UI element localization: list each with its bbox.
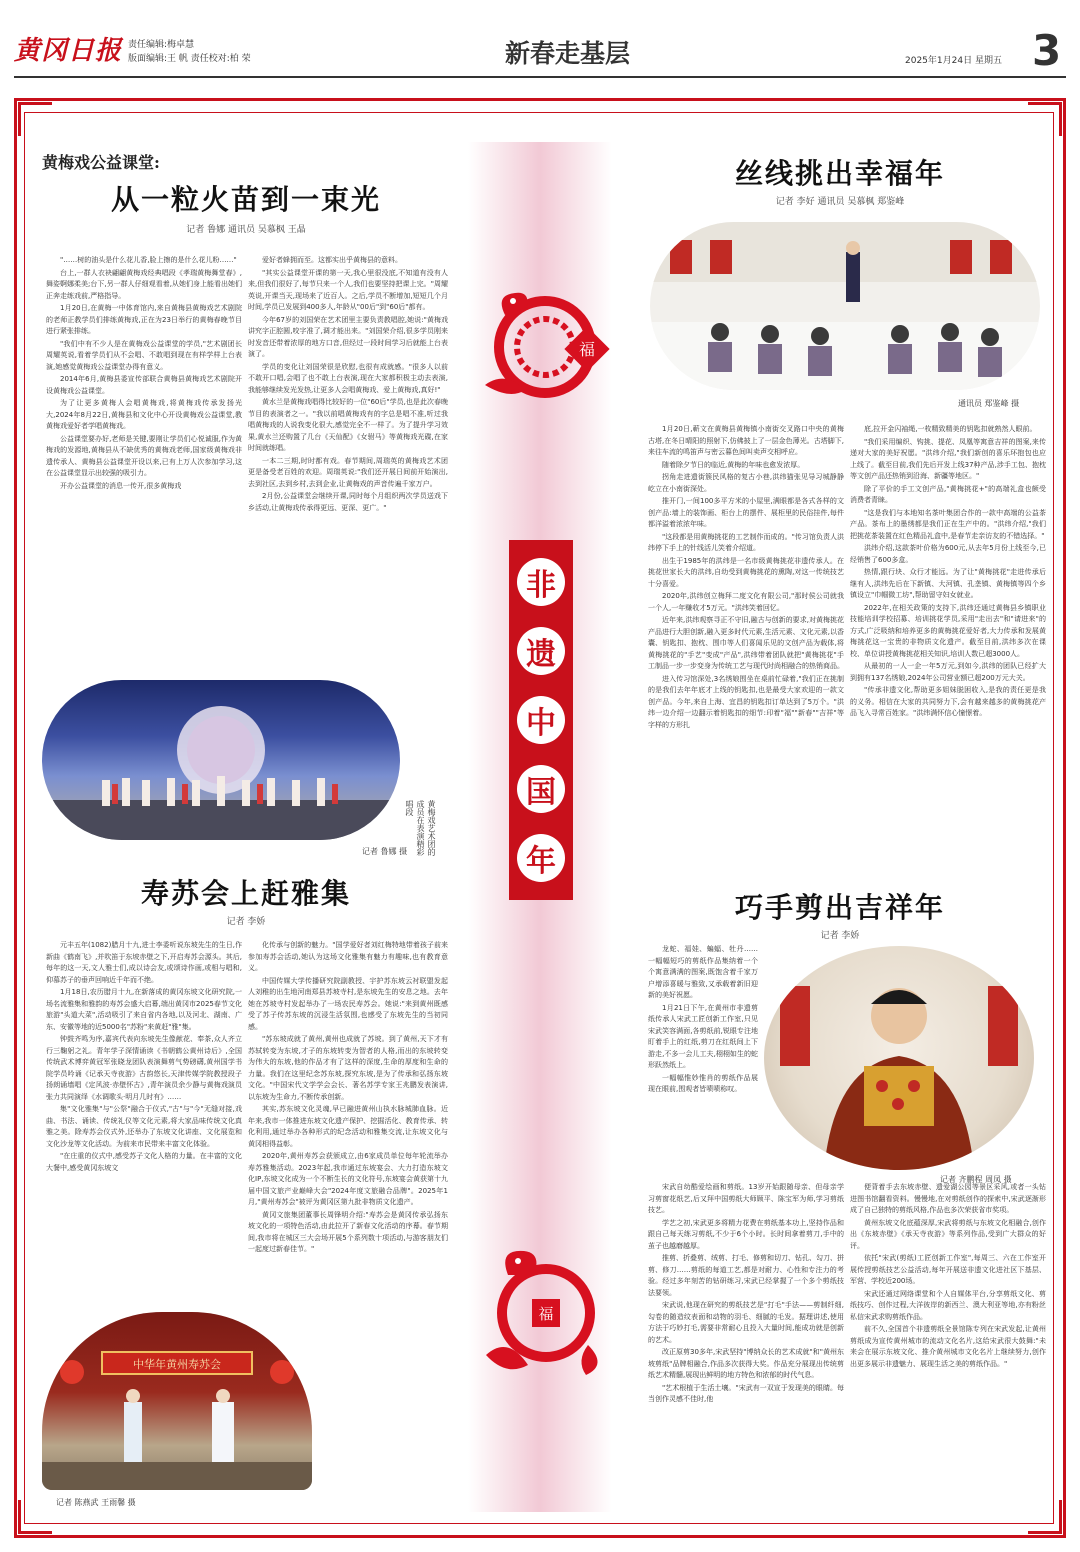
ceremony-banner-text: 中华年黄州寿苏会	[133, 1358, 221, 1371]
paragraph: 依托"宋武(剪纸)工匠创新工作室",每周三、六在工作室开展传授剪纸技艺公益活动,每年开展送非遗文化进社区下基层、军营、学校近200场。	[850, 1254, 1046, 1285]
paragraph: 随着除夕节日的临近,黄梅的年味也愈发浓厚。	[662, 460, 805, 469]
page-number: 3	[1032, 26, 1062, 75]
paragraph: 2月份,公益课堂会继续开课,同时每个月组织两次学员送戏下乡活动,让黄梅戏传承得更远、更深、更广。"	[248, 492, 448, 512]
paragraph: "其实公益课堂开课的第一天,我心里很没底,不知道有没有人来,但我们很好了,每节只来一个人,我们也要坚持把课上完。"周耀英说,开课当天,现场来了近百人。之后,学员不断增加,短短几个月时间,学员已发展到400多人,年龄从"00后"到"60后"都有。	[248, 268, 448, 311]
snake-papercut-bottom	[468, 1235, 618, 1385]
paragraph: 一幅幅惟妙惟肖的剪纸作品展现在眼前,围观者皆啧啧称叹。	[648, 1073, 758, 1093]
issue-date: 2025年1月24日 星期五	[905, 56, 1002, 66]
masthead	[0, 0, 1080, 78]
paragraph: 2020年,黄州寿苏会获颁成立,由6家成员单位每年轮流举办寿苏雅集活动。2023年起,我市通过东坡宴会、大力打造东坡文化IP,东坡文化成为一个不断生长的文化符号,东坡宴会黄获第十九届中国文旅产业巅峰大会"2024年度文旅融合品牌"。2025年1月,"黄州寿苏会"被评为黄冈区第九批非物质文化遗产。	[248, 1152, 448, 1206]
paragraph: "这段都是用黄梅挑花的工艺制作而成的。"传习馆负责人洪纬停下手上的针线活儿笑着介绍道。	[648, 532, 844, 552]
paragraph: 黄州东坡文化底蕴深厚,宋武将剪纸与东坡文化相融合,创作出《东坡赤壁》《承天寺夜游》等系列作品,受到广大群众的好评。	[850, 1218, 1046, 1250]
paragraph: 2020年,洪纬创立梅拜二度文化有限公司,"那时侯公司就我一个人,一年赚收才5万元。"洪纬笑着回忆。	[648, 592, 844, 612]
article2-byline: 记者 李娇	[226, 917, 266, 927]
paragraph: "我们采用编织、钩挑、提花、凤凰等寓意吉祥的图案,来传递对大家的美好祝愿。"洪纬介绍,"我们新创的喜乐环抱包也应上线了。截至目前,我们先后开发上线37种产品,涉手工包、抱枕等文创产品还热销到沿海、新疆等地区。"	[850, 437, 1046, 480]
paragraph: 黄冈文旅集团董事长周锋明介绍:"寿苏会是黄冈传承弘扬东坡文化的一项特色活动,由此拉开了新春文化活动的序幕。春节期间,我市将在城区三大会场开展5个系列数十项活动,与游客朋友们一起度过新春佳节。"	[248, 1210, 448, 1253]
article1-kicker: 黄梅戏公益课堂:	[42, 153, 160, 172]
paragraph: 钟鼓齐鸣为序,嘉宾代表向东坡先生像献花、奉茶,众人齐立行三鞠躬之礼。青年学子深情诵读《书朝鹤公黄州诗后》,全国传统武术博弈黄冠军张晓龙团队表演舞剪气势磅礴,黄州国学书院学员吟诵《记承天寺夜游》古韵悠长,天津传媒学院教授段子扬朗诵墙唱《定风波·赤壁怀古》,青年演员余少静与黄梅戏演员张力共同演绎《水调歌头·明月几时有》……	[46, 1035, 242, 1101]
paragraph: 出生于1985年的洪纬是一名市级黄梅挑花非遗传承人。在挑花世家长大的洪纬,自幼受到黄梅挑花的熏陶,对这一传统技艺十分喜爱。	[648, 556, 844, 588]
section-title: 新春走基层	[505, 39, 631, 68]
article3-column-1	[648, 424, 844, 856]
article4-headline: 巧手剪出吉祥年	[734, 891, 945, 924]
banner-char: 中	[517, 696, 565, 744]
paragraph: 近年来,洪纬观察寻正不守旧,融古与创新的要求,对黄梅挑花产品进行大胆创新,融入更多时代元素,生活元素、文化元素,以香囊、钥匙扣、抱枕、围巾等人们喜闻乐见的文创产品为载体,将黄梅挑花的"手艺"变成"产品",洪纬带着团队就把"黄梅挑花"手工制品一步一步变身为传统工艺与现代时尚相融合的热销商品。	[648, 616, 844, 670]
paragraph: 中国传媒大学传播研究院副教授、宇护苏东坡云衬联盟发起人刘稚的出生地河南郑县苏坡寺村,是东坡先生的安息之地。去年她在苏坡寺村发起举办了一场农民寿苏会。她说:"来到黄州既感受了苏子传苏东坡的沉浸生活氛围,也感受了东坡先生的当初同感。	[248, 976, 448, 1031]
article2-column-1	[46, 940, 242, 1300]
paragraph: 台上,一群人衣袂翩翩黄梅戏经典唱段《孝瑞黄梅舞堂春》,舞姿婀娜柔美;台下,另一群人仔细观看着,从她们身上能看出她们正奔走练戏前,严格指导。	[46, 268, 242, 300]
paragraph: "这是我们与本地知名茶叶集团合作的一款中高端的公益茶产品。茶布上的墨绣都是我们正在生产中的。"洪纬介绍,"我们把挑花茶装置在红色精品礼盒中,是春节走亲访友的不错选择。"	[850, 508, 1046, 540]
frame-corner-ornament	[18, 1500, 52, 1534]
paragraph: "在庄重的仪式中,感受苏子文化人格的力量。在丰富的文化大餐中,感受黄冈东坡文	[46, 1152, 242, 1172]
paragraph: 龙蛇、福娃、蝙蝠、牡丹……一幅幅短巧的剪纸作品集纳着一个个寓意满满的图案,既饱含着千家万户增添喜暖与雅致,又承载着新旧迎新的美好祝愿。	[648, 945, 758, 999]
banner-char: 遗	[517, 627, 565, 675]
paragraph: "艺术根植于生活土壤。"宋武有一双宣于发现美的眼睛。每当创作灵感不佳时,他	[648, 1383, 844, 1403]
article1-headline: 从一粒火苗到一束光	[110, 183, 381, 216]
paragraph: "我们中有不少人是在黄梅戏公益课堂的学员,"艺术剧团长周耀英说,看着学员们从不会唱、不敢唱到现在有样学样上台表演,她感觉黄梅戏公益课堂办得有意义。	[46, 339, 242, 371]
banner-char: 年	[517, 834, 565, 882]
editor-line-1: 责任编辑:梅卓慧	[128, 40, 195, 50]
paragraph: 1月18日,农历腊月十九,在新落成的黄冈东坡文化研究院,一场名流雅集和雅韵的寿苏会盛大启幕,端出黄冈市2025春节文化旅游"头道大菜",活动吸引了来自省内各地,以及河北、湖南、广东、安徽等地的近5000名"苏粉"来黄赶"雅"集。	[46, 988, 242, 1031]
paragraph: 集"文化雅集"与"公祭"融合于仪式,"古"与"今"无缝对接,戏曲、书法、诵读、传统礼仪等文化元素,将大家品味传统文化真雅之美。除寿苏会仪式外,还举办了东坡文化讲座、文化展览和文化沙龙等文化活动。为前来市民带来丰富文化体验。	[46, 1105, 242, 1148]
paragraph: 洪纬介绍,这款茶叶价格为600元,从去年5月份上线至今,已经销售了600多盒。	[850, 544, 1046, 564]
paragraph: 2014年6月,黄梅县委宣传部联合黄梅县黄梅戏艺术剧院开设黄梅戏公益课堂。	[46, 375, 242, 395]
paragraph: 化传承与创新的魅力。"国学爱好者刘红梅特地带着孩子前来参加寿苏会活动,她认为这场文化雅集有魅力有趣味,也有教育意义。	[248, 941, 448, 972]
paragraph: 除了平价的手工文创产品,"黄梅挑花+"的高端礼盒也颇受消费者青睐。	[850, 484, 1046, 504]
paragraph: 1月20日,蕲文在黄梅县黄梅镇小南街交叉路口中央的黄梅古塔,在冬日晴阳的照射下,仿佛披上了一层金色薄光。古塔脚下,来往车流的鸣笛声与密云暮色间叫卖声交相呼应。	[648, 425, 844, 456]
papercut-artist-photo	[764, 946, 1034, 1170]
paragraph: "苏东坡成就了黄州,黄州也成就了苏坡。到了黄州,天下才有苏轼转变为东坡,才子的东坡转变为智者的人格,而出的东坡转变为伟大的东坡,他的作品才有了这样的深度,生命的厚度和生命的力量。我们在这里纪念苏东坡,探究东坡,是为了传承和弘扬东坡文化。"中国宋代文学学会会长、著名苏学专家王兆鹏发表演讲,以东坡为生命力,不断传承创新。	[248, 1035, 448, 1101]
paragraph: 爱好者蜂拥而至。这都实出乎黄梅县的意料。	[262, 256, 402, 264]
frame-corner-ornament	[18, 102, 52, 136]
article3-column-2	[850, 424, 1046, 856]
article3-byline: 记者 李好 通讯员 吴慕枫 郑鉴峰	[775, 197, 905, 207]
article2-headline: 寿苏会上赶雅集	[140, 877, 351, 910]
newspaper-logo: 黄冈日报	[14, 36, 123, 66]
paragraph: 推开门,一间100多平方米的小屋里,满眼都是各式各样的文创产品:墙上的装饰画、柜台上的摆件、展柜里的民俗挂件,每件都洋溢着浓浓年味。	[648, 497, 844, 528]
paragraph: 底,拉开金闪袖绳,一枚精致精美的钥匙扣就熟然人眼前。	[864, 425, 1037, 433]
paragraph: 拐角走进遗街簇民风格的复古小巷,洪纬猫张见导习城静静屹立在小南街深处。	[648, 473, 844, 493]
intangible-heritage-banner	[509, 540, 573, 900]
paragraph: 元丰五年(1082)腊月十九,进士李委听说东坡先生的生日,作新曲《鹤南飞》,并吹笛于东坡赤壁之下,开启寿苏会源头。其后,每年的这一天,文人雅士们,成以诗会友,或颂诗作画,或相与唱和,仰慕苏子的垂声回响近千年而不绝。	[46, 941, 242, 984]
embroidery-class-photo	[650, 222, 1040, 390]
paragraph: 为了让更多黄梅人会唱黄梅戏,将黄梅戏传承发扬光大,2024年8月22日,黄梅县和文化中心开设黄梅戏公益课堂,教黄梅戏爱好者学唱黄梅戏。	[46, 399, 242, 430]
article3-photo-credit: 通讯员 郑鉴峰 摄	[958, 399, 1020, 408]
paragraph: 公益课堂要办好,老师是关键,要刚让学员们心悦诚服,作为黄梅戏的发源地,黄梅县从不缺优秀的黄梅戏老师,国家级黄梅戏非遗传承人、黄梅县公益课堂开设以来,已有上万人次参加学习,这在公益课堂显示出较强的吸引力。	[46, 434, 242, 477]
article2-column-2	[248, 940, 448, 1300]
frame-corner-ornament	[1028, 102, 1062, 136]
paragraph: 宋武还通过网络课堂和个人自媒体平台,分享剪纸文化、剪纸技巧、创作过程,大洋彼岸的新西兰、澳大利亚等地,亦有粉丝私信宋武求购剪纸作品。	[850, 1289, 1046, 1321]
article1-column-2	[248, 255, 448, 655]
paragraph: "传承非遗文化,帮助更多姐妹脱困收入,是我的责任更是我的义务。相信在大家的共同努力下,会有越来越多的黄梅挑花产品飞入寻常百姓家。"洪纬满怀信心憧憬着。	[850, 686, 1046, 717]
article3-headline: 丝线挑出幸福年	[734, 157, 945, 190]
paragraph: 今年67岁的刘国荣在艺术团里主要负责教唱腔,她说:"黄梅戏讲究字正腔圆,咬字准了,调才能出来。"刘国荣介绍,很多学员刚来时发音还带着浓厚的地方口音,但经过一段时间学习后就能上台表演了。	[248, 315, 448, 358]
article1-byline: 记者 鲁娜 通讯员 吴慕枫 王晶	[186, 225, 306, 235]
paragraph: 学艺之初,宋武更多将精力花费在剪纸基本功上,坚持作品和跟自己每天练习剪纸,不少于6个小时。长时间拿着剪刀,手中的茧子也越磨越厚。	[648, 1218, 844, 1250]
article4-intro	[648, 944, 758, 1174]
paragraph: 便背着手去东坡赤壁、遗爱湖公园等景区采风,或者一头钻进图书馆翻看资料。慢慢地,在对剪纸创作的探索中,宋武逐渐形成了自己独特的剪纸风格,作品也多次荣获省市奖项。	[850, 1183, 1046, 1214]
paragraph: 1月20日,在黄梅一中体育馆内,来自黄梅县黄梅戏艺术剧院的老师正教学员们排练黄梅戏,正在为23日举行的黄梅春晚节目进行紧张排练。	[46, 304, 242, 335]
banner-char: 国	[517, 765, 565, 813]
article4-column-1	[648, 1182, 844, 1480]
paragraph: 黄水兰是黄梅戏唱得比较好的一位"60后"学员,也是此次春晚节目的表演者之一。"我以前唱黄梅戏有的字总是唱不准,听过我唱黄梅戏的人说我变化很大,感觉完全不一样了。为了提升学习效果,黄水兰还购置了几台《天仙配》《女驸马》等黄梅戏光碟,在家时间就练唱。	[248, 398, 448, 452]
article1-photo-credit: 记者 鲁娜 摄	[362, 847, 408, 856]
papercut-fu-text: 福	[578, 340, 596, 359]
papercut-fu-text: 福	[538, 1305, 554, 1323]
snake-papercut-top	[475, 275, 615, 415]
article1-column-1	[46, 255, 242, 655]
paragraph: 从最初的一人一企一年5万元,到如今,洪纬的团队已经扩大到拥有137名绣娘,2024年公司营业额已超200万元大关。	[850, 662, 1046, 682]
paragraph: "……树的油头是什么花儿香,脸上擦的是什么花儿粉……"	[60, 256, 237, 264]
article4-byline: 记者 李娇	[820, 931, 860, 941]
paragraph: 热情,跟行块、众行才能远。为了让"黄梅挑花"走进传承后继有人,洪纬先后在下新镇、大河镇、孔垄镇、黄梅镇等四个乡镇设立"巾帼微工坊",帮助留守妇女就业。	[850, 568, 1046, 599]
opera-stage-photo	[42, 680, 400, 840]
editor-credits	[128, 38, 251, 66]
paragraph: 1月21日下午,在黄州市非遗剪纸传承人宋武工匠创新工作室,只见宋武笑容满面,各剪纸前,锐眼专注地盯着手上的红纸,剪刀在红纸间上下游走,不多一会儿工夫,栩栩如生的蛇形跃然纸上。	[648, 1003, 758, 1069]
header-rule	[14, 76, 1066, 78]
article4-photo-credit: 记者 齐鹏程 周凤 摄	[940, 1175, 1012, 1184]
editor-line-2: 版面编辑:王 帆 责任校对:柏 荣	[128, 54, 251, 64]
paragraph: 一本二三期,时时都有戏。春节期间,周瑞英的黄梅戏艺术团更是备受老百姓的欢迎。周瑞英说:"我们还开展日间前开始演出,去到社区,去到乡村,去到企业,让黄梅戏的声音传遍千家万户。	[248, 456, 448, 488]
banner-char: 非	[517, 558, 565, 606]
paragraph: 推剪、折叠剪、绒剪、打毛、修剪和切刀、钻孔、勾刀、拼剪、修刀……剪纸的每道工艺,都是对耐力、心性和专注力的考验。经过多年刻苦的钻研练习,宋武已经掌握了一个多个剪纸技法要领。	[648, 1254, 844, 1297]
frame-corner-ornament	[1028, 1500, 1062, 1534]
article2-photo-credit: 记者 陈燕武 王雨馨 摄	[56, 1498, 136, 1507]
paragraph: 宋武自幼酷爱绘画和剪纸。13岁开始跟随母亲、但母亲学习剪窗花纸艺,后又拜中国剪纸大师顾平、陈宝军为师,学习剪纸技艺。	[648, 1183, 844, 1214]
paragraph: 改正原剪30多年,宋武坚持"博纳众长的艺术成就"和"黄州东坡剪纸"品牌相融合,作品多次获得大奖。作品充分展现出传统剪纸艺术精髓,展现出鲜明的地方特色和浓郁的时代气息。	[648, 1348, 844, 1379]
paragraph: 宋武说,他现在研究的剪纸技艺是"打毛"手法——剪制纤细,勾卷的随造纹表面和动物的羽毛、细腻的毛发。据理讲述,使用方法于巧妙打毛,需要非常耐心且投入大量时间,能成功就是创新的艺术。	[648, 1301, 844, 1344]
paragraph: 进入传习馆深处,3名绣娘围坐在桌前忙碌着,"我们正在挑制的是我们去年年底才上线的钥匙扣,也是最受大家欢迎的一款文创产品。今年,来自上海、宜昌的钥匙扣订单达到了5万个。"洪纬一边介绍一边翻示着钥匙扣的细节:印着"福""新春""吉祥"等字样的方形扎	[648, 674, 844, 729]
paragraph: 其实,苏东坡文化灵魂,早已融进黄州山执水脉城肺血脉。近年来,我市一体推进东坡文化遗产保护、挖掘活化、教育传承、转化利用,通过举办各种形式的纪念活动和雅集交流,让东坡文化与黄冈相得益彰。	[248, 1105, 448, 1148]
paragraph: 2022年,在相关政策的支持下,洪纬还通过黄梅县乡镇职业技能培训学校招募、培训挑花学员,采用"走出去"和"请进来"的方式,广泛吸纳和培养更多的黄梅挑花爱好者,大力传承和发展黄梅挑花这一宝贵的非物质文化遗产。截至目前,洪纬多次在课校、单位讲授黄梅挑花相关知识,培训人数已超3000人。	[850, 603, 1046, 658]
paragraph: 前不久,全国首个非遗剪纸全景馆陈专列在宋武发起,让黄州剪纸成为宣传黄州城市的流动文化名片,这给宋武很大鼓舞:"未来会在展示东坡文化、推介黄州城市文化名片上继续努力,创作出更多展示非遗魅力、展现生活之美的剪纸作品。"	[850, 1325, 1046, 1368]
article4-column-2	[850, 1182, 1046, 1480]
article1-photo-caption: 黄梅戏艺术团的成员在表演精彩唱段	[405, 800, 436, 856]
paragraph: 学员的变化让刘国荣很是欣慰,也很有成就感。"很多人以前不敢开口唱,会唱了也不敢上台表演,现在大家都积极主动去表演,我能够继续发光发热,让更多人会唱黄梅戏、爱上黄梅戏,真好!"	[248, 362, 448, 394]
paragraph: 开办公益课堂的消息一传开,很多黄梅戏	[60, 481, 182, 490]
